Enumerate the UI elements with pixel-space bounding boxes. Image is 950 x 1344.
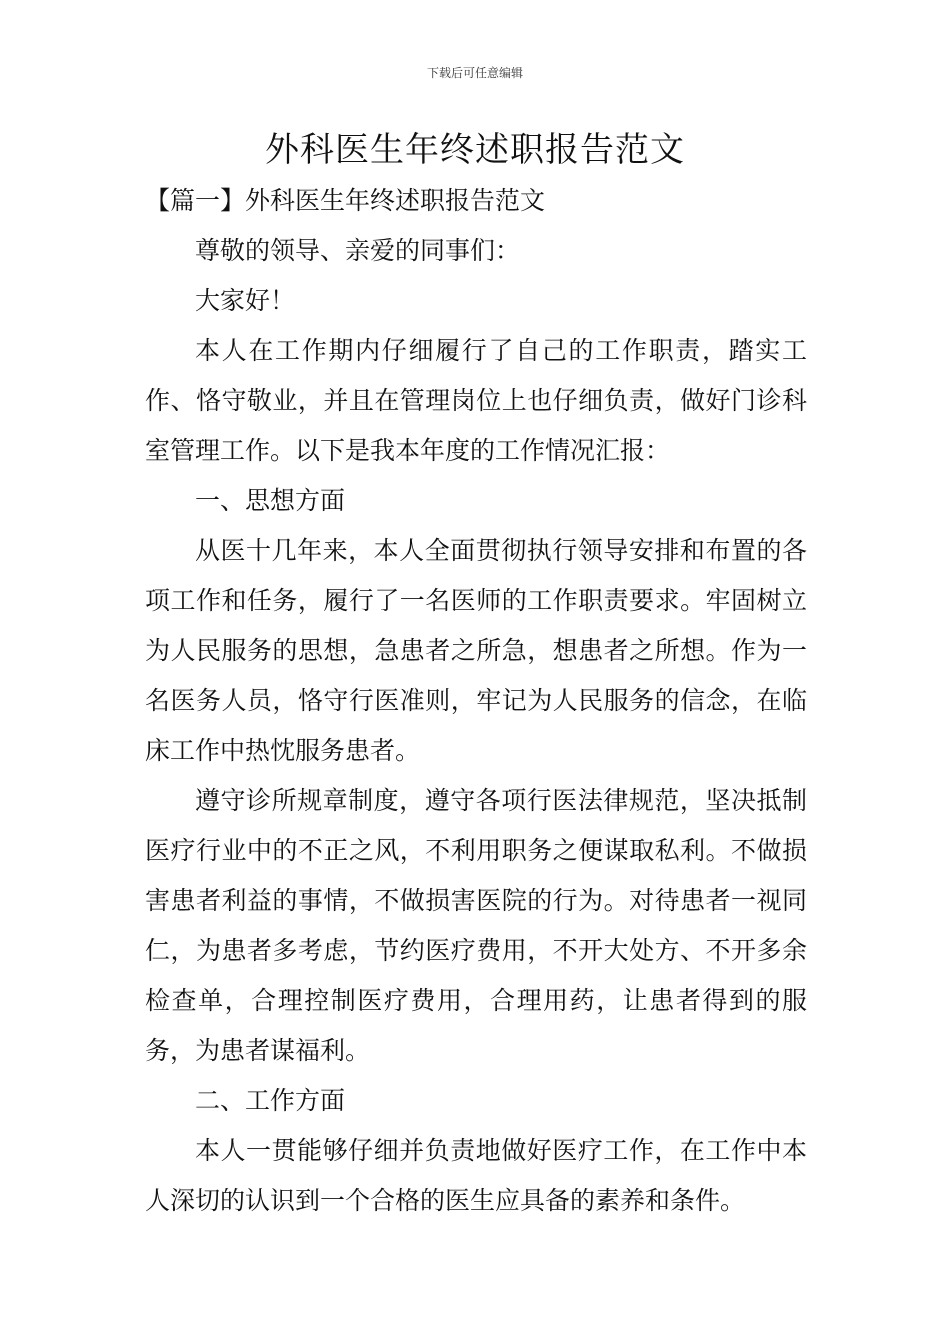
subheading-work: 二、工作方面	[195, 1086, 346, 1115]
document-body	[145, 176, 807, 1226]
intro-paragraph: 本人在工作期内仔细履行了自己的工作职责，踏实工作、恪守敬业，并且在管理岗位上也仔细负责，做好门诊科室管理工作。以下是我本年度的工作情况汇报：	[145, 336, 807, 465]
rules-paragraph: 遵守诊所规章制度，遵守各项行医法律规范，坚决抵制医疗行业中的不正之风，不利用职务之便谋取私利。不做损害患者利益的事情，不做损害医院的行为。对待患者一视同仁，为患者多考虑，节约医疗费用，不开大处方、不开多余检查单，合理控制医疗费用，合理用药，让患者得到的服务，为患者谋福利。	[145, 786, 807, 1065]
thought-paragraph: 从医十几年来，本人全面贯彻执行领导安排和布置的各项工作和任务，履行了一名医师的工作职责要求。牢固树立为人民服务的思想，急患者之所急，想患者之所想。作为一名医务人员，恪守行医准则，牢记为人民服务的信念，在临床工作中热忱服务患者。	[145, 536, 807, 765]
salutation: 尊敬的领导、亲爱的同事们：	[195, 236, 521, 265]
work-paragraph: 本人一贯能够仔细并负责地做好医疗工作，在工作中本人深切的认识到一个合格的医生应具备的素养和条件。	[145, 1136, 807, 1215]
section-heading: 【篇一】外科医生年终述职报告范文	[145, 186, 546, 215]
subheading-thought: 一、思想方面	[195, 486, 346, 515]
document-title: 外科医生年终述职报告范文	[265, 130, 685, 170]
greeting: 大家好！	[195, 286, 296, 315]
header-note: 下载后可任意编辑	[426, 66, 523, 80]
